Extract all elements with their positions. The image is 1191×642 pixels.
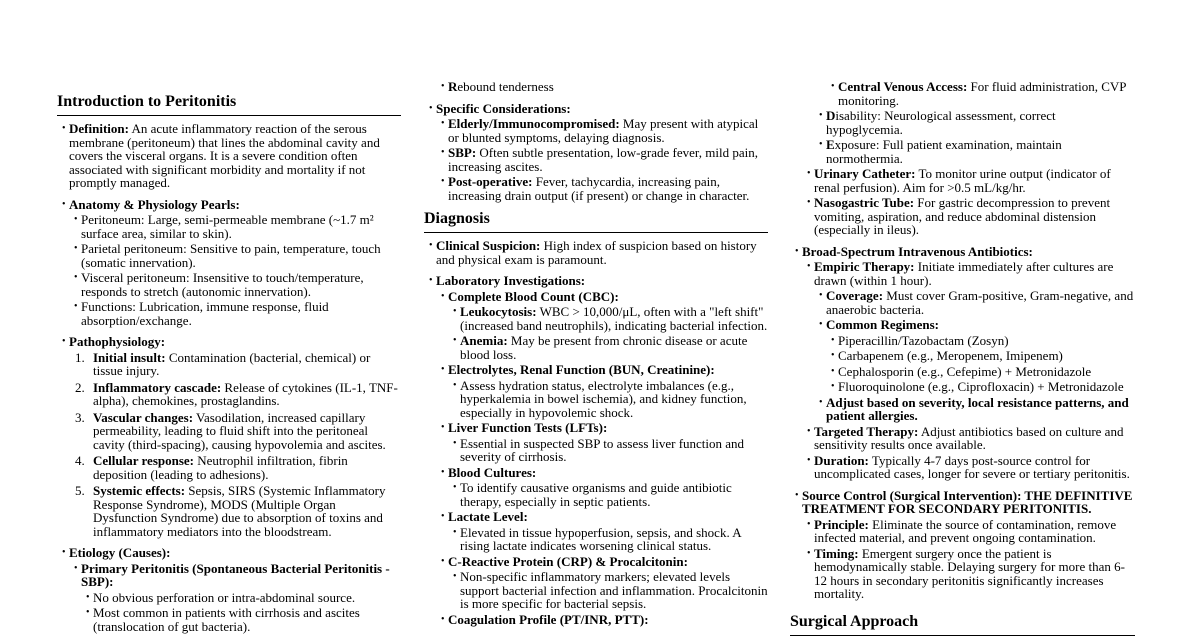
section-heading-diagnosis: Diagnosis bbox=[424, 210, 768, 233]
lft-item bbox=[436, 421, 768, 435]
step-label: Cellular response: bbox=[93, 453, 194, 468]
disability-initial: D bbox=[826, 108, 836, 123]
anatomy-subitem: • Parietal peritoneum: Sensitive to pain, temperature, touch (somatic innervation). bbox=[69, 242, 401, 269]
disability-item bbox=[814, 109, 1135, 136]
clinical-label: Clinical Suspicion: bbox=[436, 238, 541, 253]
cva-text: For fluid administration, CVP monitoring. bbox=[838, 79, 1127, 108]
step-text: Sepsis, SIRS (Systemic Inflammatory Response Syndrome), MODS (Multiple Organ Dysfunction Syndrome) due to absorption of toxins and inflammatory mediators into the bloodstream. bbox=[93, 483, 386, 539]
exposure-text: xposure: Full patient examination, maintain normothermia. bbox=[826, 137, 1062, 166]
urinary-catheter-item bbox=[802, 167, 1135, 194]
duration-item bbox=[802, 454, 1135, 481]
etiology-item bbox=[57, 546, 401, 560]
cbc-item bbox=[436, 290, 768, 304]
source-control-item bbox=[790, 489, 1135, 516]
blood-cultures-label: Blood Cultures: bbox=[448, 464, 537, 480]
step-label: Inflammatory cascade: bbox=[93, 379, 222, 395]
special-label: Specific Considerations: bbox=[436, 100, 571, 116]
regimen-option: • Fluoroquinolone (e.g., Ciprofloxacin) + Metronidazole bbox=[826, 380, 1135, 394]
definition-item bbox=[57, 122, 401, 190]
anemia-text: May be present from chronic disease or acute blood loss. bbox=[460, 333, 748, 362]
special-subitem bbox=[436, 175, 768, 202]
anatomy-item bbox=[57, 198, 401, 212]
blood-cultures-subitem: • To identify causative organisms and guide antibiotic therapy, especially in septic patients. bbox=[448, 481, 768, 508]
timing-text: Emergent surgery once the patient is hemodynamically stable. Delaying surgery for more than 6-12 hours in secondary peritonitis significantly increases mortality. bbox=[814, 545, 1125, 601]
cva-label: Central Venous Access: bbox=[838, 79, 968, 94]
targeted-item bbox=[802, 425, 1135, 452]
definition-label: Definition: bbox=[69, 121, 129, 136]
patho-step bbox=[57, 381, 401, 408]
etiology-label: Etiology (Causes): bbox=[69, 545, 171, 560]
urinary-catheter-text: To monitor urine output (indicator of renal perfusion). Aim for >0.5 mL/kg/hr. bbox=[814, 166, 1111, 195]
cva-item bbox=[826, 80, 1135, 107]
column-2 bbox=[424, 80, 768, 628]
special-subitem-text: Often subtle presentation, low-grade fever, mild pain, increasing ascites. bbox=[448, 145, 758, 174]
step-label: Systemic effects: bbox=[93, 483, 186, 498]
anemia-label: Anemia: bbox=[460, 333, 508, 348]
timing-item bbox=[802, 547, 1135, 601]
column-3 bbox=[790, 80, 1135, 642]
adjust-item bbox=[814, 396, 1135, 423]
patho-item bbox=[57, 335, 401, 349]
empiric-label: Empiric Therapy: bbox=[814, 259, 915, 274]
clinical-item bbox=[424, 239, 768, 266]
step-text: Release of cytokines (IL-1, TNF-alpha), chemokines, prostaglandins. bbox=[93, 379, 398, 408]
lactate-label: Lactate Level: bbox=[448, 509, 528, 524]
clinical-text: High index of suspicion based on history and physical exam is paramount. bbox=[436, 238, 757, 267]
step-text: Neutrophil infiltration, fibrin deposition (leading to adhesions). bbox=[93, 453, 348, 482]
anatomy-subitem: • Peritoneum: Large, semi-permeable membrane (~1.7 m² surface area, similar to skin). bbox=[69, 213, 401, 240]
crp-label: C-Reactive Protein (CRP) & Procalcitonin: bbox=[448, 553, 688, 569]
step-text: Contamination (bacterial, chemical) or tissue injury. bbox=[93, 349, 371, 378]
electrolytes-subitem: • Assess hydration status, electrolyte imbalances (e.g., hyperkalemia in bowel ischemia), and kidney function, especially in hypovolemic shock. bbox=[448, 379, 768, 420]
coag-item bbox=[436, 613, 768, 627]
signs-list bbox=[424, 80, 768, 202]
adjust-label: Adjust based on severity, local resistance patterns, and patient allergies. bbox=[826, 394, 1129, 423]
crp-item bbox=[436, 555, 768, 569]
definition-text: An acute inflammatory reaction of the serous membrane (peritoneum) that lines the abdominal cavity and covers the visceral organs. It is a severe condition often associated with significant morbidity and mortality if not promptly managed. bbox=[69, 121, 380, 190]
rebound-initial: R bbox=[448, 79, 458, 94]
special-subitem-text: Fever, tachycardia, increasing pain, increasing drain output (if present) or change in character. bbox=[448, 174, 750, 203]
lactate-subitem: • Elevated in tissue hypoperfusion, sepsis, and shock. A rising lactate indicates worsening clinical status. bbox=[448, 526, 768, 553]
step-label: Initial insult: bbox=[93, 349, 166, 365]
special-subitem-label: SBP: bbox=[448, 145, 477, 160]
special-subitem bbox=[436, 146, 768, 173]
regimens-label: Common Regimens: bbox=[826, 317, 940, 332]
special-subitem-label: Elderly/Immunocompromised: bbox=[448, 116, 620, 131]
lft-subitem: • Essential in suspected SBP to assess liver function and severity of cirrhosis. bbox=[448, 437, 768, 464]
coverage-text: Must cover Gram-positive, Gram-negative, and anaerobic bacteria. bbox=[826, 288, 1134, 317]
principle-label: Principle: bbox=[814, 516, 869, 532]
anatomy-subitem: • Functions: Lubrication, immune response, fluid absorption/exchange. bbox=[69, 300, 401, 327]
lactate-item bbox=[436, 510, 768, 524]
duration-text: Typically 4-7 days post-source control for uncomplicated cases, longer for severe or tertiary peritonitis. bbox=[814, 452, 1130, 481]
step-label: Vascular changes: bbox=[93, 409, 194, 425]
antibiotics-item bbox=[790, 245, 1135, 259]
targeted-label: Targeted Therapy: bbox=[814, 423, 919, 439]
regimens-item bbox=[814, 318, 1135, 332]
section-heading-introduction: Introduction to Peritonitis bbox=[57, 93, 401, 116]
crp-subitem: • Non-specific inflammatory markers; elevated levels support bacterial infection and inflammation. Procalcitonin is more specific for bacterial sepsis. bbox=[448, 570, 768, 611]
principle-text: Eliminate the source of contamination, remove infected material, and prevent ongoing contamination. bbox=[814, 516, 1117, 545]
patho-step bbox=[57, 411, 401, 452]
step-number: 2. bbox=[75, 379, 85, 395]
ng-tube-item bbox=[802, 196, 1135, 237]
timing-label: Timing: bbox=[814, 545, 859, 561]
primary-peritonitis-item bbox=[69, 562, 401, 589]
empiric-text: Initiate immediately after cultures are drawn (within 1 hour). bbox=[814, 259, 1114, 288]
blood-cultures-item bbox=[436, 466, 768, 480]
step-text: Vasodilation, increased capillary permeability, leading to fluid shift into the peritoneal cavity (third-spacing), causing hypovolemia and ascites. bbox=[93, 409, 386, 452]
disability-text: isability: Neurological assessment, correct hypoglycemia. bbox=[826, 108, 1056, 137]
special-considerations-item bbox=[424, 102, 768, 116]
source-control-label: Source Control (Surgical Intervention): THE DEFINITIVE TREATMENT FOR SECONDARY PERITONITIS. bbox=[802, 487, 1133, 516]
patho-step bbox=[57, 484, 401, 538]
anatomy-label: Anatomy & Physiology Pearls: bbox=[69, 196, 240, 212]
leuko-label: Leukocytosis: bbox=[460, 304, 537, 319]
step-number: 5. bbox=[75, 483, 85, 498]
duration-label: Duration: bbox=[814, 452, 869, 468]
exposure-initial: E bbox=[826, 137, 835, 152]
coag-label: Coagulation Profile (PT/INR, PTT): bbox=[448, 611, 649, 627]
ng-tube-text: For gastric decompression to prevent vomiting, aspiration, and reduce abdominal distension (especially in ileus). bbox=[814, 195, 1111, 237]
diagnosis-list bbox=[424, 239, 768, 626]
leuko-text: WBC > 10,000/μL, often with a "left shift" (increased band neutrophils), indicating bacterial infection. bbox=[460, 304, 768, 333]
special-subitem-label: Post-operative: bbox=[448, 174, 533, 189]
lab-label: Laboratory Investigations: bbox=[436, 273, 586, 288]
section-heading-surgical-approach: Surgical Approach bbox=[790, 613, 1135, 636]
intro-list bbox=[57, 122, 401, 633]
coverage-item bbox=[814, 289, 1135, 316]
exposure-item bbox=[814, 138, 1135, 165]
urinary-catheter-label: Urinary Catheter: bbox=[814, 166, 916, 181]
management-list bbox=[790, 80, 1135, 601]
special-subitem-text: May present with atypical or blunted symptoms, delaying diagnosis. bbox=[448, 116, 759, 145]
special-subitem bbox=[436, 117, 768, 144]
step-number: 3. bbox=[75, 409, 85, 425]
patho-step bbox=[57, 454, 401, 481]
step-number: 1. bbox=[75, 349, 85, 365]
patho-label: Pathophysiology: bbox=[69, 334, 166, 349]
primary-subitem: • No obvious perforation or intra-abdominal source. bbox=[81, 591, 401, 605]
step-number: 4. bbox=[75, 453, 85, 468]
regimen-option: • Piperacillin/Tazobactam (Zosyn) bbox=[826, 334, 1135, 348]
targeted-text: Adjust antibiotics based on culture and sensitivity results once available. bbox=[814, 423, 1124, 452]
primary-subitem: • Most common in patients with cirrhosis and ascites (translocation of gut bacteria). bbox=[81, 606, 401, 633]
coverage-label: Coverage: bbox=[826, 288, 884, 303]
principle-item bbox=[802, 518, 1135, 545]
regimen-option: • Carbapenem (e.g., Meropenem, Imipenem) bbox=[826, 349, 1135, 363]
column-1 bbox=[57, 93, 401, 635]
rebound-text: ebound tenderness bbox=[457, 79, 554, 94]
leuko-item bbox=[448, 305, 768, 332]
cbc-label: Complete Blood Count (CBC): bbox=[448, 288, 619, 304]
ng-tube-label: Nasogastric Tube: bbox=[814, 195, 915, 210]
electrolytes-item bbox=[436, 363, 768, 377]
lab-item bbox=[424, 274, 768, 288]
anemia-item bbox=[448, 334, 768, 361]
lft-label: Liver Function Tests (LFTs): bbox=[448, 420, 608, 435]
primary-label: Primary Peritonitis (Spontaneous Bacterial Peritonitis - SBP): bbox=[81, 560, 390, 589]
empiric-item bbox=[802, 260, 1135, 287]
electrolytes-label: Electrolytes, Renal Function (BUN, Creatinine): bbox=[448, 362, 715, 377]
antibiotics-label: Broad-Spectrum Intravenous Antibiotics: bbox=[802, 243, 1033, 259]
anatomy-subitem: • Visceral peritoneum: Insensitive to touch/temperature, responds to stretch (autonomic innervation). bbox=[69, 271, 401, 298]
patho-step bbox=[57, 351, 401, 378]
rebound-item bbox=[436, 80, 768, 94]
regimen-option: • Cephalosporin (e.g., Cefepime) + Metronidazole bbox=[826, 365, 1135, 379]
